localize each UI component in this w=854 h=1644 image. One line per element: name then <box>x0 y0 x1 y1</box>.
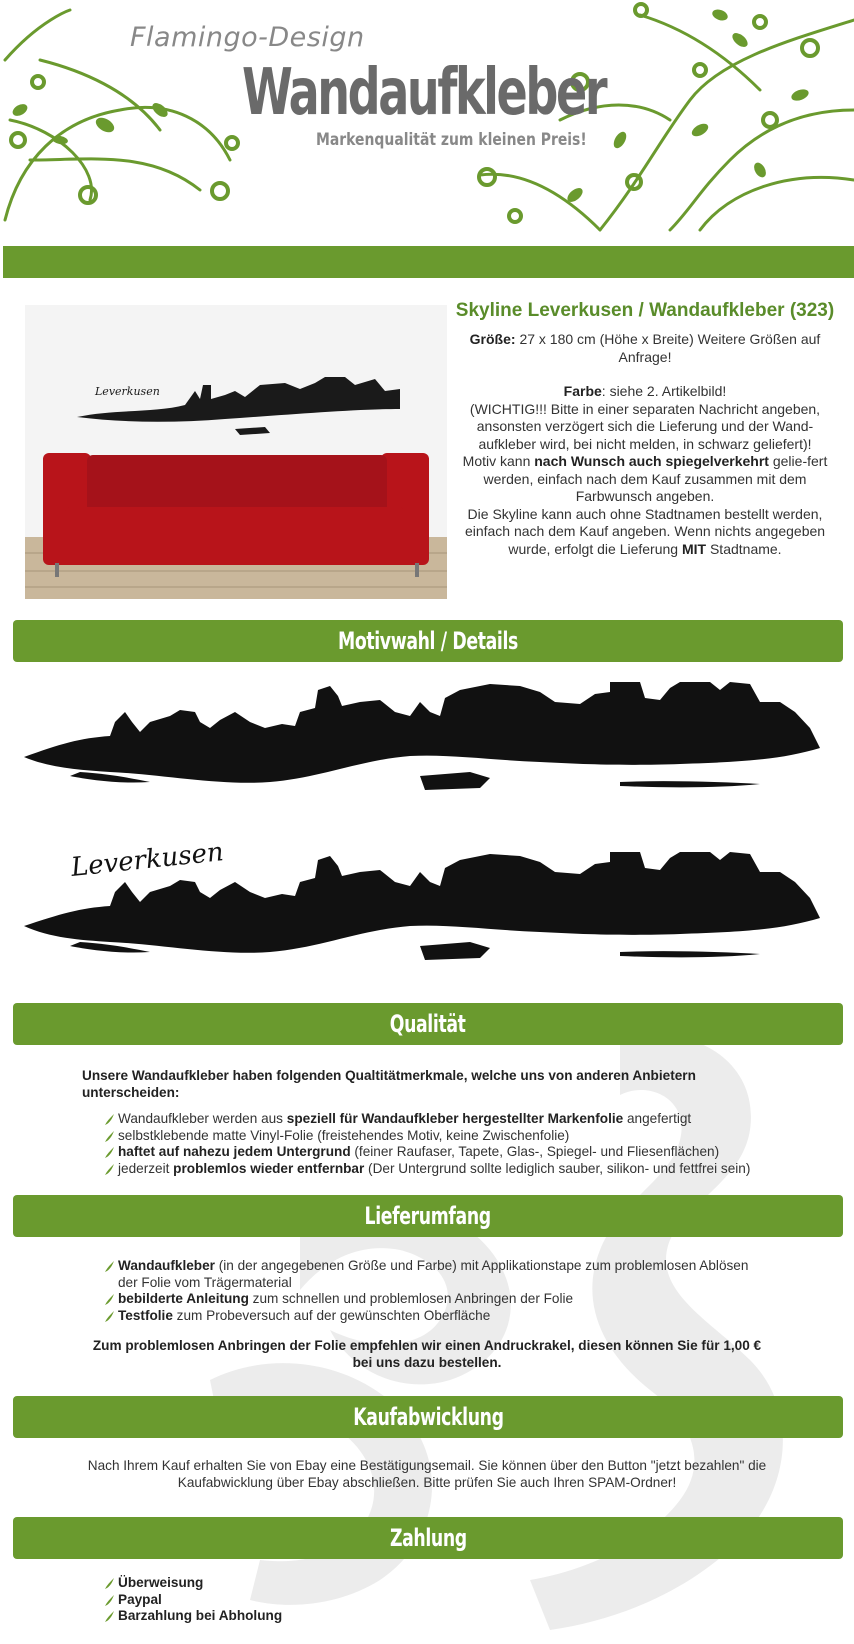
delivery-block <box>104 1258 764 1324</box>
section-zahlung: Zahlung <box>13 1517 843 1559</box>
checkout-text: Nach Ihrem Kauf erhalten Sie von Ebay eine Bestätigungsemail. Sie können über den Button "jetzt bezahlen" die Kaufabwicklung über Ebay abschließen. Bitte prüfen Sie auch Ihren SPAM-Ordner! <box>87 1458 767 1490</box>
skyline-city-label: Leverkusen <box>69 837 226 883</box>
product-size: Größe: 27 x 180 cm (Höhe x Breite) Weitere Größen auf Anfrage! <box>469 331 821 365</box>
section-motivwahl: Motivwahl / Details <box>13 620 843 662</box>
quality-intro: Unsere Wandaufkleber haben folgenden Qualtitätmerkmale, welche uns von anderen Anbietern unterscheiden: <box>82 1068 696 1100</box>
leaf-bullet-icon <box>104 1146 115 1159</box>
skyline-without-name <box>20 672 840 812</box>
list-item: bebilderte Anleitung zum schnellen und problemlosen Anbringen der Folie <box>104 1291 764 1308</box>
section-qualitaet: Qualität <box>13 1003 843 1045</box>
product-title: Skyline Leverkusen / Wandaufkleber (323) <box>455 300 835 321</box>
section-kaufabwicklung: Kaufabwicklung <box>13 1396 843 1438</box>
leaf-bullet-icon <box>104 1310 115 1323</box>
payment-block <box>104 1575 504 1625</box>
product-important: (WICHTIG!!! Bitte in einer separaten Nachricht angeben, ansonsten verzögert sich die Lieferung und der Wand-aufkleber wird, bei nicht melden, in schwarz geliefert)! <box>469 400 821 452</box>
list-item: Paypal <box>104 1592 504 1609</box>
list-item: jederzeit problemlos wieder entfernbar (Der Untergrund sollte lediglich sauber, silikon- und fettfrei sein) <box>104 1161 782 1178</box>
delivery-note: Zum problemlosen Anbringen der Folie empfehlen wir einen Andruckrakel, diesen können Sie für 1,00 € bei uns dazu bestellen. <box>92 1338 762 1370</box>
list-item: Testfolie zum Probeversuch auf der gewünschten Oberfläche <box>104 1308 764 1325</box>
leaf-bullet-icon <box>104 1577 115 1590</box>
brand-script: Flamingo-Design <box>130 22 365 53</box>
product-photo <box>25 305 447 599</box>
leaf-bullet-icon <box>104 1610 115 1623</box>
header-green-bar <box>3 246 854 278</box>
list-item: Überweisung <box>104 1575 504 1592</box>
leaf-bullet-icon <box>104 1113 115 1126</box>
leaf-bullet-icon <box>104 1594 115 1607</box>
product-cityname: Die Skyline kann auch ohne Stadtnamen bestellt werden, einfach nach dem Kauf angeben. Wenn nichts angegeben wurde, erfolgt die Lieferung MIT Stadtname. <box>464 505 826 557</box>
product-info <box>455 298 835 558</box>
header-banner <box>0 0 854 246</box>
list-item: Wandaufkleber (in der angegebenen Größe und Farbe) mit Applikationstape zum problemlosen Ablösen der Folie vom Trägermaterial <box>104 1258 764 1291</box>
product-mirror: Motiv kann nach Wunsch auch spiegelverkehrt gelie-fert werden, einfach nach dem Kauf zusammen mit dem Farbwunsch angeben. <box>462 453 828 504</box>
quality-list <box>104 1111 782 1177</box>
leaf-bullet-icon <box>104 1293 115 1306</box>
leaf-bullet-icon <box>104 1260 115 1273</box>
delivery-list <box>104 1258 764 1324</box>
quality-block <box>82 1068 782 1177</box>
brand-subtitle: Markenqualität zum kleinen Preis! <box>316 130 587 150</box>
list-item: haftet auf nahezu jedem Untergrund (feiner Raufaser, Tapete, Glas-, Spiegel- und Fliesenflächen) <box>104 1144 782 1161</box>
leaf-bullet-icon <box>104 1130 115 1143</box>
leaf-bullet-icon <box>104 1163 115 1176</box>
list-item: Wandaufkleber werden aus speziell für Wandaufkleber hergestellter Markenfolie angefertigt <box>104 1111 782 1128</box>
photo-city-label: Leverkusen <box>95 385 160 398</box>
payment-list <box>104 1575 504 1625</box>
skyline-with-name <box>20 836 840 976</box>
list-item: selbstklebende matte Vinyl-Folie (freistehendes Motiv, keine Zwischenfolie) <box>104 1128 782 1145</box>
list-item: Barzahlung bei Abholung <box>104 1608 504 1625</box>
brand-title: Wandaufkleber <box>242 56 606 130</box>
section-lieferumfang: Lieferumfang <box>13 1195 843 1237</box>
product-color: Farbe: siehe 2. Artikelbild! <box>563 383 727 399</box>
